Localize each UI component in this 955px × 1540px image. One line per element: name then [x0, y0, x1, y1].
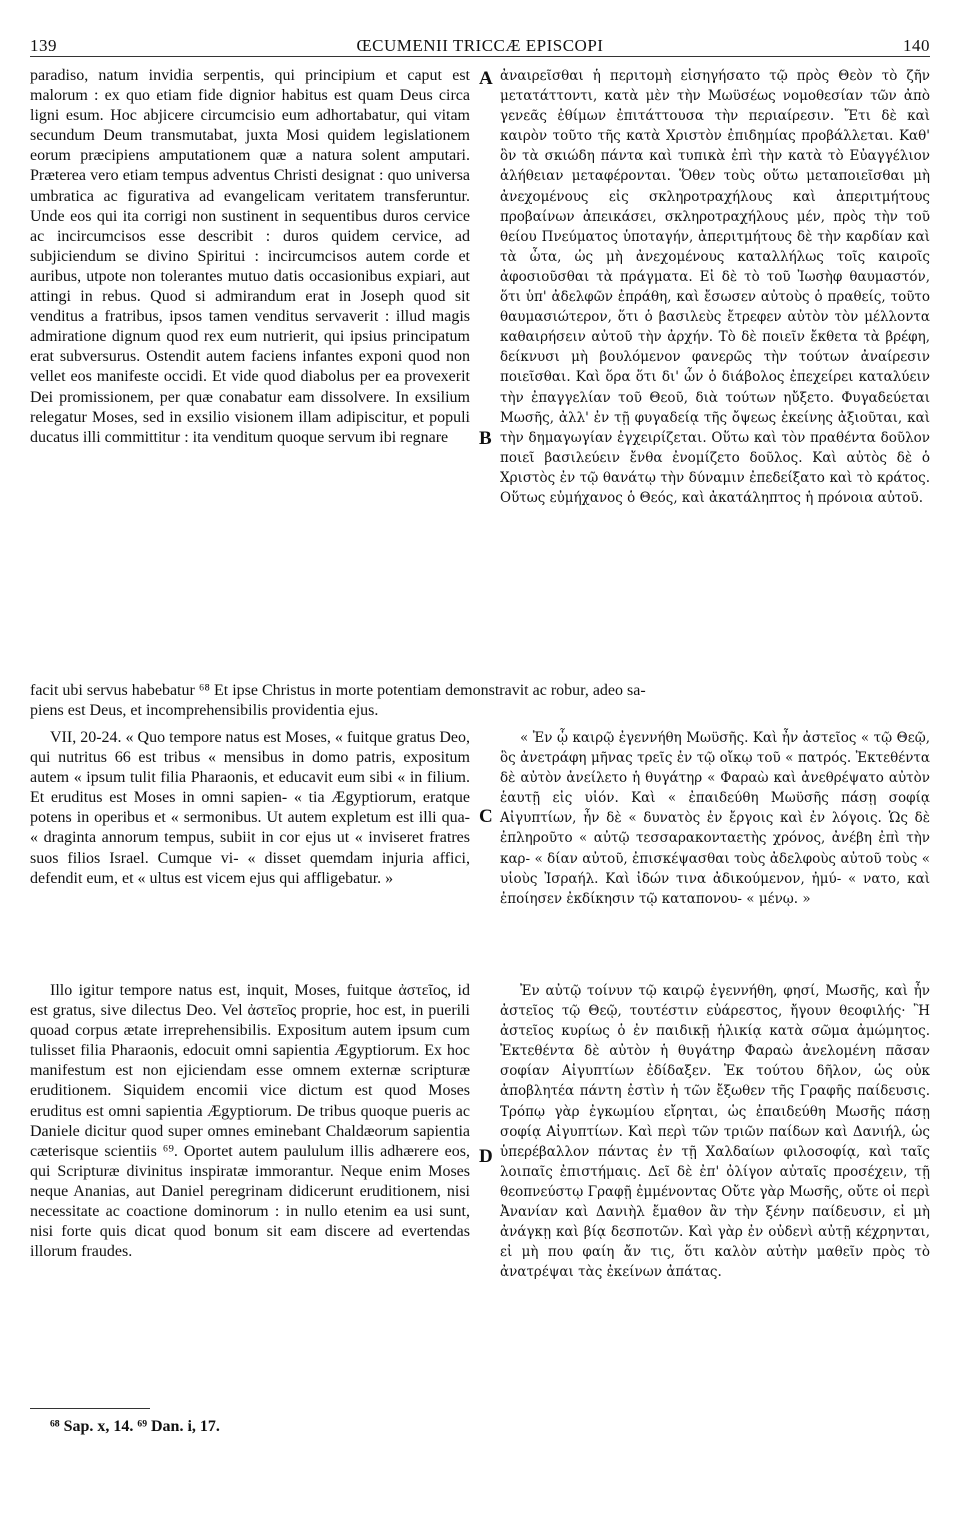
margin-marker-d: D: [479, 1146, 493, 1167]
greek-quote-text: « Ἐν ᾧ καιρῷ ἐγεννήθη Μωϋσῆς. Καὶ ἦν ἀστεῖος « τῷ Θεῷ, ὃς ἀνετράφη μῆνας τρεῖς ἐν τῷ οἴκῳ τοῦ « πατρός. Ἐκτεθέντα δὲ αὐτὸν ἀνείλετο ἡ θυγάτηρ « Φαραὼ καὶ ἀνεθρέψατο αὐτὸν ἑαυτῇ εἰς υἱόν. Καὶ « ἐπαιδεύθη Μωϋσῆς πάσῃ σοφίᾳ Αἰγυπτίων, ἦν δὲ « δυνατὸς ἐν ἔργοις καὶ ἐν λόγοις. Ὡς δὲ ἐπληροῦτο « αὐτῷ τεσσαρακονταετὴς χρόνος, ἀνέβη ἐπὶ τὴν καρ- « δίαν αὐτοῦ, ἐπισκέψασθαι τοὺς ἀδελφοὺς αὐτοῦ τοὺς « υἱοὺς Ἰσραήλ. Καὶ ἰδών τινα ἀδικούμενον, ἠμύ- « νατο, καὶ ἐποίησεν ἐκδίκησιν τῷ καταπονου- « μένῳ. »: [500, 730, 930, 907]
greek-column-top: [500, 66, 930, 674]
latin-paragraph-bottom: Illo igitur tempore natus est, inquit, Moses, fuitque ἀστεῖος, id est gratus, sive dilectus Deo. Vel ἀστεῖος proprie, hoc est, in puerili quoad corpus ætate irreprehensibilis. Expositum autem ipsum cum tulisset filia Pharaonis, edocuit omni sapientia Ægyptiorum. Ex hoc manifestum est non ejiciendam esse omnem externæ scripturæ eruditionem. Siquidem encomii vice dictum est quod Moses eruditus est omni sapientia Ægyptiorum. De tribus quoque pueris ac Daniele dicitur quod super omnes eminebant Chaldæorum sapientia cæterisque scientiis ⁶⁹. Oportet autem paululum illis adhærere eos, qui Scripturæ divinitus inspiratæ immorantur. Neque enim Moses neque Ananias, aut Daniel peregrinam didicerunt eruditionem, nisi necessitate ac coactione dominorum : in nullo etenim ea usi sunt, nisi forte quis dicat quod bonum sit eam discere ad evertendas illorum fraudes.: [30, 982, 470, 1261]
latin-quote-text: VII, 20-24. « Quo tempore natus est Moses, « fuitque gratus Deo, qui nutritus 66 est tribus « mensibus in domo patris, expositum autem « ipsum tulit filia Pharaonis, et educavit eum sibi « in filium. Et eruditus est Moses in omni sapien- « tia Ægyptiorum, eratque potens in operibus et « sermonibus. Ut autem expletum est illi qua- « draginta annorum tempus, subiit in cor ejus ut « inviseret fratres suos filios Israel. Cumque vi- « disset quemdam injuria affici, defendit eum, et « ultus est vicem ejus qui affligebatur. »: [30, 729, 470, 887]
running-title: ŒCUMENII TRICCÆ EPISCOPI: [356, 36, 604, 55]
latin-column-bottom: [30, 981, 470, 1262]
footnote-rule: [30, 1408, 150, 1409]
page-header: [30, 28, 930, 57]
page: [30, 28, 930, 1518]
greek-quote: [500, 728, 930, 909]
page-number-left: 139: [30, 36, 57, 55]
page-number-right: 140: [903, 36, 930, 55]
greek-paragraph-top: ἀναιρεῖσθαι ἡ περιτομὴ εἰσηγήσατο τῷ πρὸς Θεὸν τὸ ζῆν μετατάττοντι, κατὰ μὲν τὴν Μωϋσέως νομοθεσίαν τῶν ἀπὸ γενεᾶς ἐθίμων ἐπιτάττουσα τὴν περιαίρεσιν. Ἔτι δὲ καὶ καιρὸν τοῦτο τῆς κατὰ Χριστὸν ἐπιδημίας προβάλλεται. Καθ' ὃν τὰ σκιώδη πάντα καὶ τυπικὰ ἐπὶ τὴν κατὰ τὸ Εὐαγγέλιον ἀλήθειαν μεταφέρονται. Ὅθεν τοὺς οὕτω μεταποιεῖσθαι μὴ ἀνεχομένους εἰς σκληροτραχήλους καὶ ἀπεριτμήτους προβαίνων ἀπεικάσει, σκληροτραχήλους μέν, πρὸς τὴν τοῦ θείου Πνεύματος ὑποταγήν, ἀπεριτμήτους δὲ τὴν καρδίαν καὶ τὰ ὦτα, ὡς μὴ ἀνεχομένους καταλλήλως τοῖς καιροῖς ἀφοσιοῦσθαι τὰ πράγματα. Εἰ δὲ τὸ τοῦ Ἰωσὴφ θαυμαστόν, ὅτι ὑπ' ἀδελφῶν ἐπράθη, καὶ ἔσωσεν αὐτοὺς ὁ πραθείς, τοῦτο θαυμασιώτερον, ὅτι ὁ βασιλεὺς ἔτρεφεν αὐτὸν τὸν μέλλοντα καθαιρήσειν αὐτοῦ τὴν ἀρχήν. Τὸ δὲ ποιεῖν ἔκθετα τὰ βρέφη, δείκνυσι μὴ βουλόμενον φανερῶς τὴν τούτων ἀναίρεσιν ποιεῖσθαι. Καὶ ὅρα ὅτι δι' ὧν ὁ διάβολος ἐπεχείρει καταλύειν τὴν ἐπαγγελίαν τοῦ Θεοῦ, διὰ τούτων ηὔξετο. Φυγαδεύεται Μωσῆς, ἀλλ' ἐν τῇ φυγαδείᾳ τῆς ὄψεως ἐκείνης ἀξιοῦται, καὶ τὴν δημαγωγίαν ἐγχειρίζεται. Οὕτω καὶ τὸν πραθέντα δοῦλον ποιεῖ βασιλεύειν ἔνθα ἐνομίζετο δοῦλος. Καὶ αὐτὸς δὲ ὁ Χριστὸς ἐν τῷ θανάτῳ τὴν δύναμιν ἐπεδείξατο καὶ τὸ κράτος. Οὕτως εὐμήχανος ὁ Θεός, καὶ ἀκατάληπτος ἡ πρόνοια αὐτοῦ.: [500, 68, 930, 506]
margin-marker-a: A: [479, 68, 493, 89]
margin-marker-b: B: [479, 428, 492, 449]
footnotes: ⁶⁸ Sap. x, 14. ⁶⁹ Dan. i, 17.: [50, 1418, 220, 1435]
margin-marker-c: C: [479, 806, 493, 827]
latin-column-top: [30, 66, 470, 674]
latin-paragraph-top: paradiso, natum invidia serpentis, qui principium et caput est malorum : ex quo etiam fide dignior habitus est quam Deus circa ligni esum. Hoc abjicere circumcisio eum adhortabatur, qui vitam secundum Deum transmutabat, juxta Mosi quidem legislationem eorum præcipiens amputationem quæ a natura solent amputari. Præterea vero etiam tempus adventus Christi designat : quo universa umbratica ac figurativa ad evangelicam veritatem transferuntur. Unde eos qui ita corrigi non sustinent in sequentibus duros cervice ac incircumcisos esse describit : duros quidem cervice, ad subjiciendum se divino Spiritui : incircumcisos autem corde et auribus, utpote non tolerantes mutuo datis occasionibus expiari, aut attingi in rebus. Quod si admirandum erat in Joseph quod sit venditus a fratribus, ipsos tamen venditus servaverit : illud magis admiratione dignum quod rex eum nutrierit, qui ipsius principatum erat subversurus. Ostendit autem faciens infantes exponi quod non vellet eos manifeste occidi. Et vide quod diabolus per ea provexerit Dei promissionem, per quæ conabatur eam dissolvere. In exsilium relegatur Moses, sed in exsilio visionem illam adipiscitur, et populi ducatus illi committitur : ita venditum quoque servum ibi regnare: [30, 67, 470, 446]
latin-quote: [30, 728, 470, 889]
spanning-line-1: facit ubi servus habebatur ⁶⁸ Et ipse Christus in morte potentiam demonstravit ac robur, adeo sa-: [30, 682, 646, 699]
greek-paragraph-bottom: Ἐν αὐτῷ τοίνυν τῷ καιρῷ ἐγεννήθη, φησί, Μωσῆς, καὶ ἦν ἀστεῖος τῷ Θεῷ, τουτέστιν εὐάρεστος, ἤγουν θεοφιλής· Ἢ ἀστεῖος κυρίως ὁ ἐν παιδικῇ ἡλικίᾳ κατὰ σῶμα ἀμώμητος. Ἐκτεθέντα δὲ αὐτὸν ἡ θυγάτηρ Φαραὼ ἀνελομένη πᾶσαν σοφίαν Αἰγυπτίων ἐδίδαξεν. Ἐκ τούτου δῆλον, ὡς οὐκ ἀποβλητέα πάντη ἐστὶν ἡ τῶν ἔξωθεν τῆς Γραφῆς παίδευσις. Τρόπῳ γὰρ ἐγκωμίου εἴρηται, ὡς ἐπαιδεύθη Μωσῆς πάσῃ σοφίᾳ Αἰγυπτίων. Καὶ περὶ τῶν τριῶν παίδων καὶ Δανιήλ, ὡς ὑπερέβαλλον πάντας ἐν τῇ Χαλδαίων φιλοσοφίᾳ, καὶ ταῖς λοιπαῖς ἐπιστήμαις. Δεῖ δὲ ἐπ' ὀλίγον αὐταῖς προσέχειν, τῇ θεοπνεύστῳ Γραφῇ ἐμμένοντας Οὔτε γὰρ Μωσῆς, οὔτε οἱ περὶ Ἀνανίαν καὶ Δανιὴλ ἔμαθον ἂν τὴν ξένην παίδευσιν, εἰ μὴ ἀνάγκῃ καὶ βίᾳ δεσποτῶν. Καὶ γὰρ ἐν οὐδενὶ αὐτῇ κέχρηνται, εἰ μὴ που φαίη ἄν τις, ὅτι καλὸν αὐτὴν μαθεῖν πρὸς τὸ ἀνατρέψαι τὰς ἐκείνων ἀπάτας.: [500, 983, 930, 1281]
spanning-line-2: piens est Deus, et incomprehensibilis providentia ejus.: [30, 702, 379, 719]
greek-column-bottom: [500, 981, 930, 1282]
